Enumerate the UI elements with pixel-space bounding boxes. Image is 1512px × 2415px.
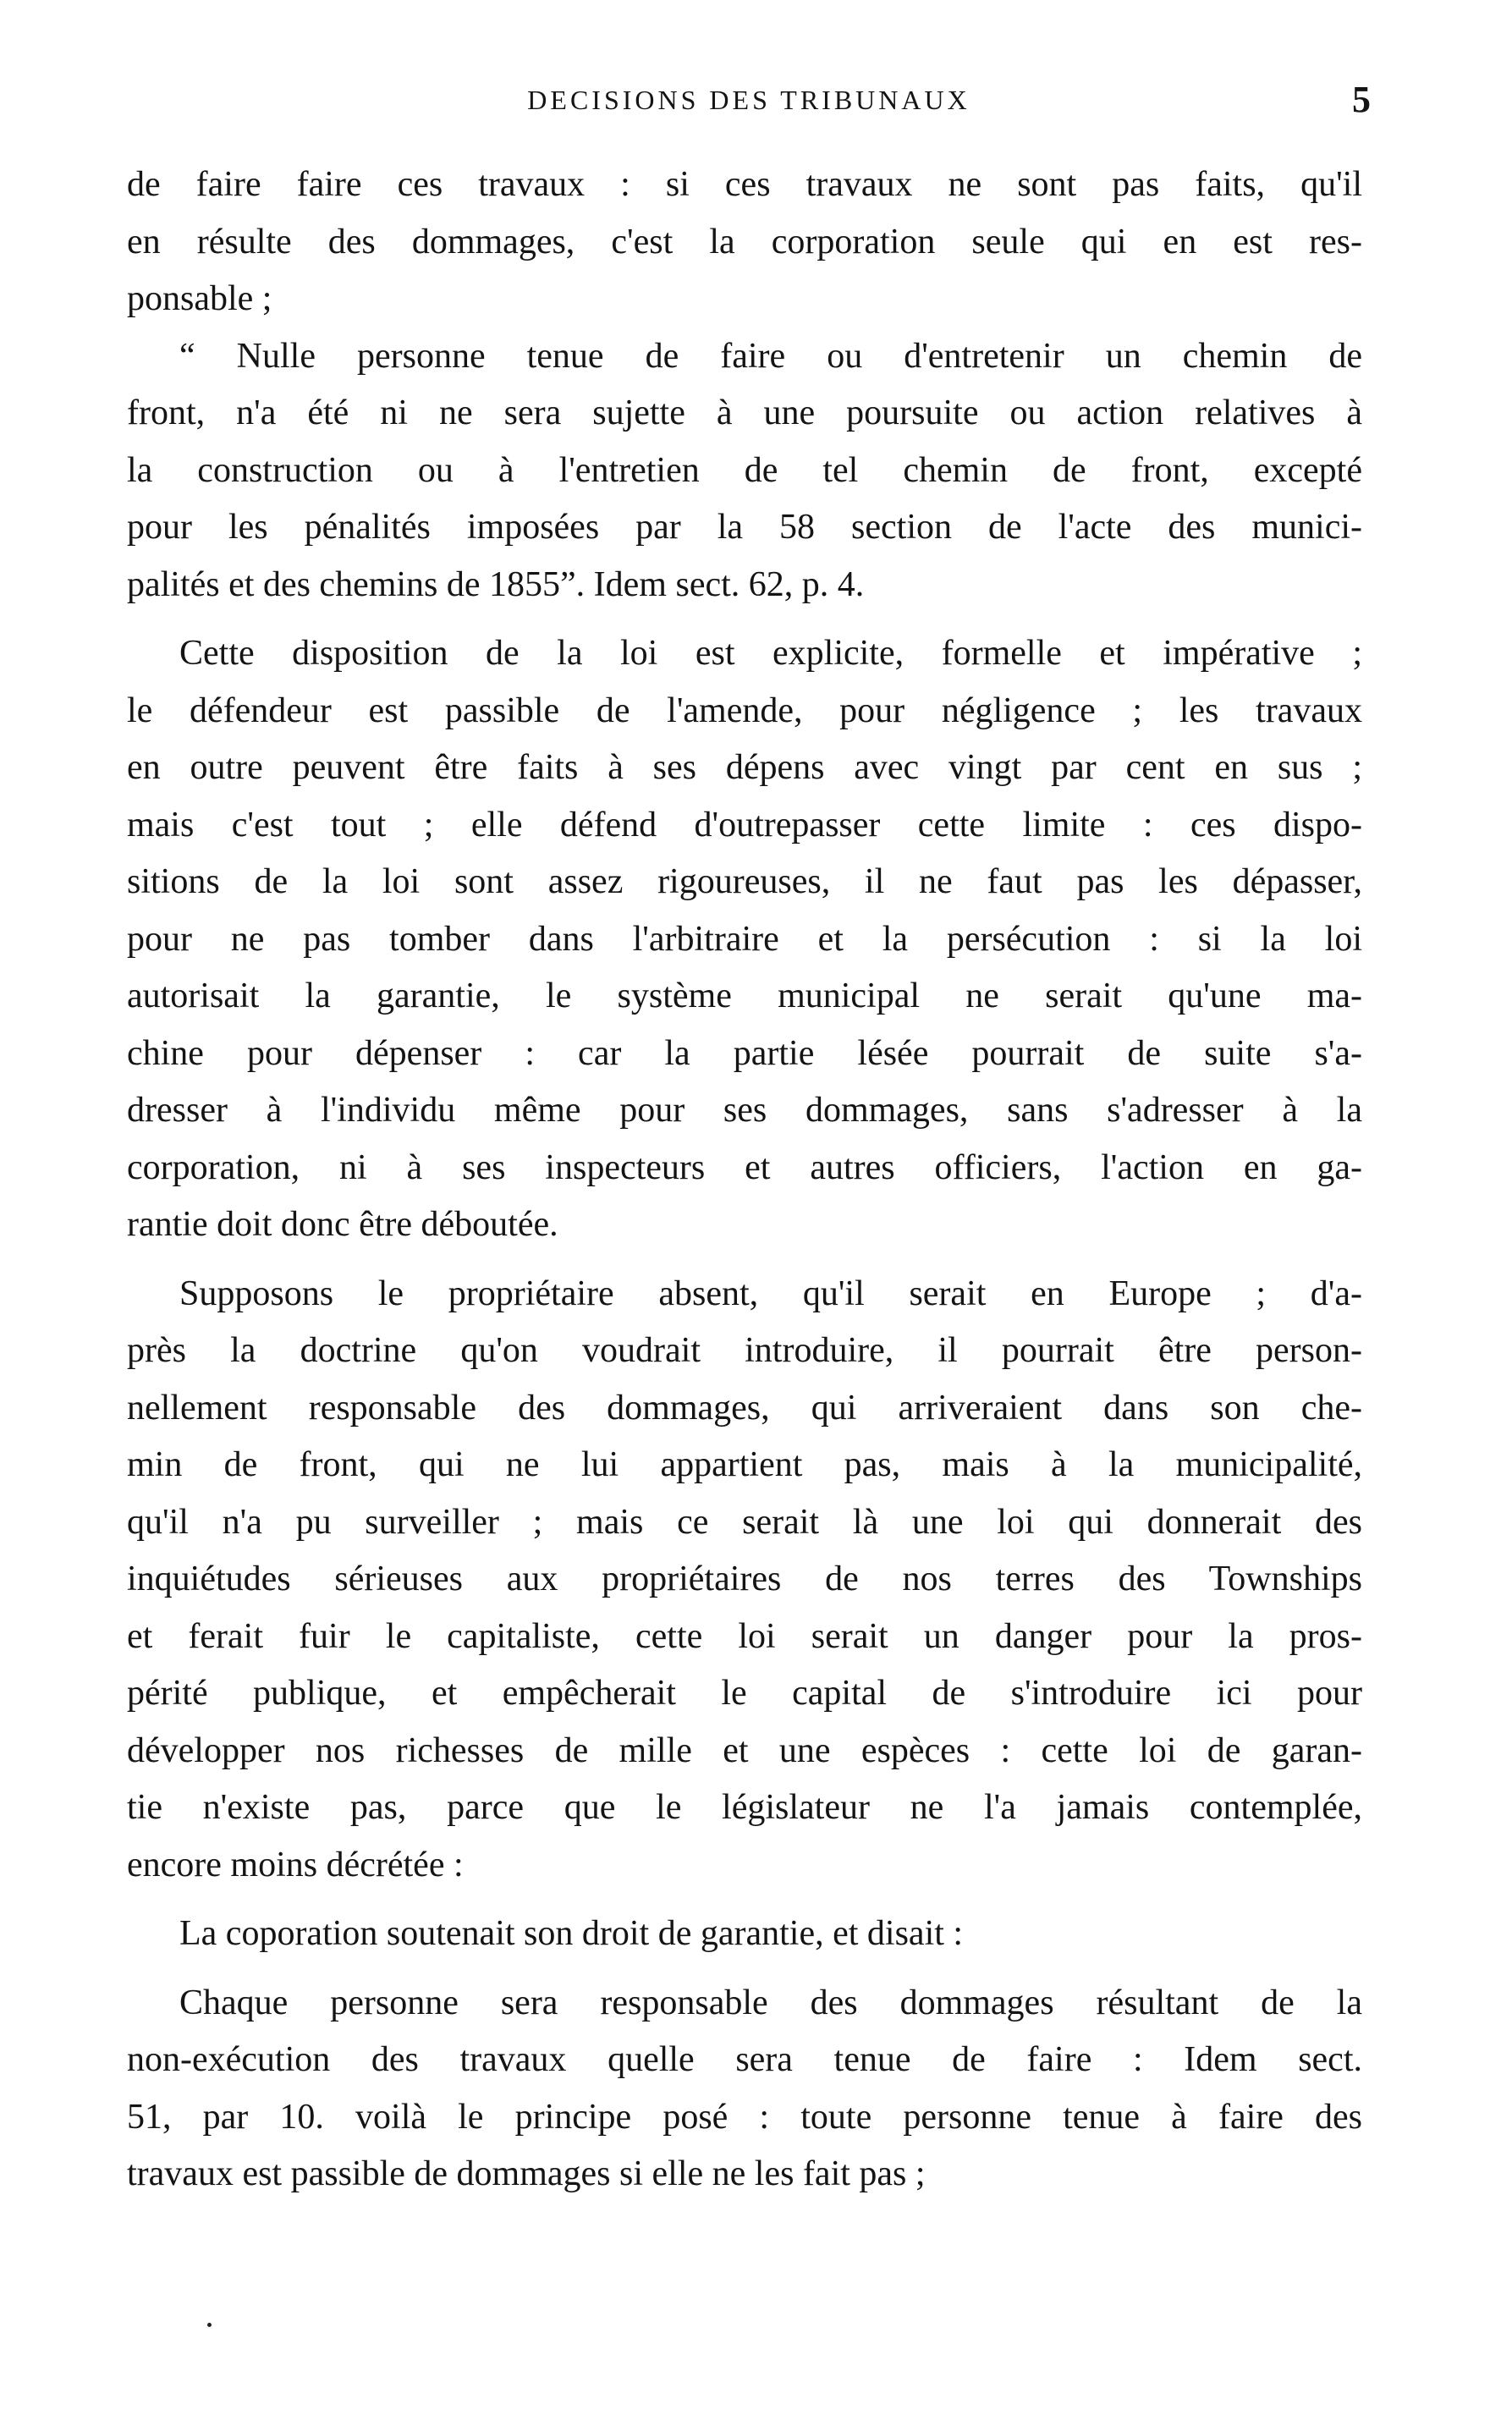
- text-line: mais c'est tout ; elle défend d'outrepasser cette limite : ces dispo-: [127, 805, 1362, 844]
- text-line: et ferait fuir le capitaliste, cette loi serait un danger pour la pros-: [127, 1616, 1362, 1656]
- text-line: ponsable ;: [127, 279, 272, 318]
- text-line: 51, par 10. voilà le principe posé : toute personne tenue à faire des: [127, 2097, 1362, 2137]
- text-line: min de front, qui ne lui appartient pas, mais à la municipalité,: [127, 1445, 1362, 1484]
- text-line: dresser à l'individu même pour ses dommages, sans s'adresser à la: [127, 1091, 1362, 1130]
- running-head: [127, 78, 1371, 129]
- text-line: front, n'a été ni ne sera sujette à une poursuite ou action relatives à: [127, 393, 1362, 432]
- text-line: la construction ou à l'entretien de tel chemin de front, excepté: [127, 450, 1362, 490]
- text-line: Cette disposition de la loi est explicite, formelle et impérative ;: [179, 634, 1362, 673]
- text-line: inquiétudes sérieuses aux propriétaires de nos terres des Townships: [127, 1560, 1362, 1598]
- text-line: La coporation soutenait son droit de garantie, et disait :: [179, 1914, 964, 1953]
- text-line: corporation, ni à ses inspecteurs et autres officiers, l'action en ga-: [127, 1147, 1362, 1187]
- text-line: en outre peuvent être faits à ses dépens avec vingt par cent en sus ;: [127, 748, 1362, 787]
- text-line: chine pour dépenser : car la partie lésée pourrait de suite s'a-: [127, 1033, 1362, 1073]
- text-line: en résulte des dommages, c'est la corporation seule qui en est res-: [127, 222, 1362, 261]
- text-line: travaux est passible de dommages si elle ne les fait pas ;: [127, 2154, 926, 2193]
- ink-speck: [207, 2323, 212, 2327]
- text-line: sitions de la loi sont assez rigoureuses, il ne faut pas les dépasser,: [127, 862, 1362, 901]
- text-line: Supposons le propriétaire absent, qu'il serait en Europe ; d'a-: [179, 1274, 1362, 1313]
- text-line: périté publique, et empêcherait le capital de s'introduire ici pour: [127, 1674, 1362, 1713]
- text-line: pour ne pas tomber dans l'arbitraire et la persécution : si la loi: [127, 919, 1362, 959]
- text-line: nellement responsable des dommages, qui arriveraient dans son che-: [127, 1388, 1362, 1428]
- text-line: “ Nulle personne tenue de faire ou d'entretenir un chemin de: [179, 336, 1362, 376]
- text-line: pour les pénalités imposées par la 58 section de l'acte des munici-: [127, 508, 1362, 547]
- text-line: tie n'existe pas, parce que le législateur ne l'a jamais contemplée,: [127, 1788, 1362, 1827]
- running-title: DECISIONS DES TRIBUNAUX: [527, 85, 970, 115]
- text-line: près la doctrine qu'on voudrait introduire, il pourrait être person-: [127, 1331, 1362, 1370]
- text-line: développer nos richesses de mille et une espèces : cette loi de garan-: [127, 1730, 1362, 1770]
- text-body: [127, 157, 1362, 2203]
- text-line: le défendeur est passible de l'amende, pour négligence ; les travaux: [127, 690, 1362, 730]
- text-line: encore moins décrétée :: [127, 1845, 464, 1884]
- text-line: non-exécution des travaux quelle sera tenue de faire : Idem sect.: [127, 2040, 1362, 2079]
- text-line: autorisait la garantie, le système municipal ne serait qu'une ma-: [127, 976, 1362, 1015]
- page-number: 5: [1352, 79, 1371, 120]
- text-line: Chaque personne sera responsable des dommages résultant de la: [179, 1983, 1362, 2022]
- text-line: rantie doit donc être déboutée.: [127, 1205, 558, 1244]
- text-line: qu'il n'a pu surveiller ; mais ce serait là une loi qui donnerait des: [127, 1502, 1362, 1542]
- text-line: palités et des chemins de 1855”. Idem sect. 62, p. 4.: [127, 564, 865, 604]
- text-line: de faire faire ces travaux : si ces travaux ne sont pas faits, qu'il: [127, 165, 1362, 204]
